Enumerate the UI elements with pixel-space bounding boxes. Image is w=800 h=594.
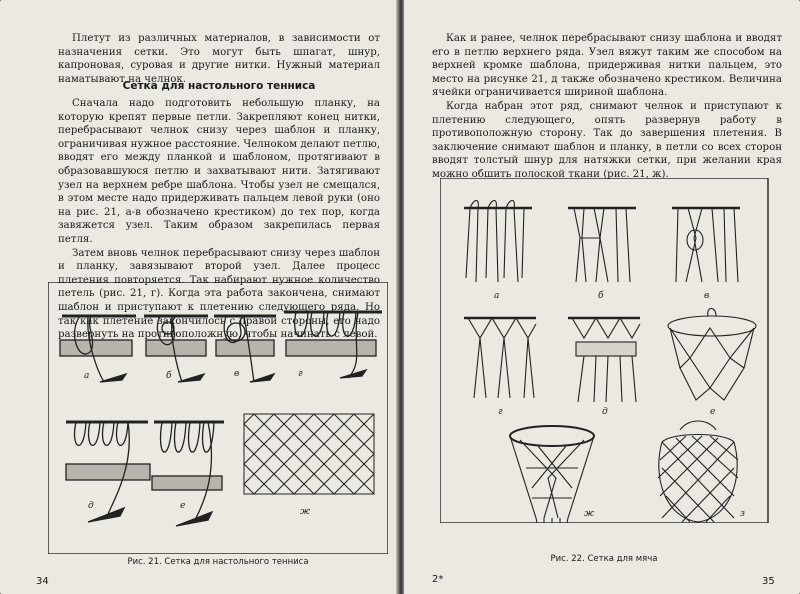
fig22-label-a: а (494, 291, 500, 301)
fig21-panel-g-mesh (244, 414, 374, 494)
figure-21-caption: Рис. 21. Сетка для настольного тенниса (127, 557, 309, 567)
fig22-label-b: б (598, 291, 604, 301)
page-number-left: 34 (36, 576, 49, 587)
figure-22 (440, 178, 800, 523)
fig21-panel-f (152, 422, 224, 526)
right-body-text (432, 32, 782, 182)
fig22-label-h: з (740, 509, 745, 519)
intro-paragraph: Плетут из различных материалов, в зависимости от назначения сетки. Это могут быть шпагат, шнур, капроновая, суровая и другие нитки. Нужный материал наматывают на челнок. (58, 33, 380, 85)
fig22-panel-g (510, 426, 594, 523)
figure-22-caption: Рис. 22. Сетка для мяча (550, 554, 658, 564)
fig21-panel-a (60, 316, 136, 382)
fig22-panel-e (568, 318, 640, 402)
fig21-label-d: г (298, 369, 303, 379)
fig22-panel-a (464, 201, 532, 283)
fig22-label-c: в (704, 291, 710, 301)
right-page (404, 0, 800, 594)
fig21-label-g: ж (300, 507, 311, 517)
fig22-panel-f (668, 309, 756, 401)
fig21-label-f: е (180, 501, 186, 511)
fig22-panel-c (672, 208, 740, 282)
left-paragraph-1: Сначала надо подготовить небольшую планку, на которую крепят первые петли. Закрепляют конец нитки, перебрасывают челнок снизу через шаблон и планку, ограничивая нужное расстояние. Челноком делают петлю, вводят его между планкой и шаблоном, протягивают в образовавшуюся петлю и захватывают нити. Затягивают узел на верхнем ребре шаблона. Чтобы узел не смещался, в этом месте надо придерживать пальцем левой руки (оно на рис. 21, а-в обозначено крестиком) до тех пор, когда завяжется узел. Таким образом закрепилась первая петля. (58, 98, 380, 245)
fig22-label-g: ж (584, 509, 595, 519)
left-page (0, 0, 398, 594)
right-paragraph-2: Когда набран этот ряд, снимают челнок и приступают к плетению следующего, опять развернув работу в противоположную сторону. Так до завершения плетения. В заключение снимают шаблон и планку, в петли со всех сторон вводят толстый шнур для натяжки сетки, при желании края можно обшить полоской ткани (рис. 21, ж). (432, 100, 782, 180)
figure-21 (48, 282, 388, 554)
signature-mark: 2* (432, 574, 444, 585)
fig21-panel-c (214, 316, 276, 382)
fig21-label-e: д (88, 501, 94, 511)
fig22-label-f: е (710, 407, 716, 417)
fig21-label-c: в (234, 369, 240, 379)
fig22-panel-h (658, 421, 738, 522)
fig22-panel-b (568, 208, 636, 282)
left-paragraph-2: Затем вновь челнок перебрасывают снизу через шаблон и планку, завязывают второй узел. Далее процесс плетения повторяется. Так набирают нужное количество петель (рис. 21, г). Когда эта работа закончена, снимают шаблон и приступают к плетению следующего ряда. Но так как плетение закончилось с правой стороны, его надо развернуть на противоположную, чтобы начинать с левой. (58, 247, 380, 341)
right-paragraph-1: Как и ранее, челнок перебрасывают снизу шаблона и вводят его в петлю верхнего ряда. Узел вяжут таким же способом на верхней кромке шаблона, придерживая нитки пальцем, это место на рисунке 21, д также обозначено крестиком. Величина ячейки ограничивается шириной шаблона. (432, 33, 782, 99)
fig21-panel-e (66, 422, 150, 522)
fig22-label-e: д (602, 407, 608, 417)
page-number-right: 35 (762, 576, 775, 587)
fig22-panel-d (464, 318, 536, 398)
fig21-label-a: а (84, 371, 90, 381)
fig22-label-d: г (498, 407, 503, 417)
fig21-label-b: б (166, 371, 172, 381)
fig21-panel-b (144, 316, 208, 382)
section-heading: Сетка для настольного тенниса (122, 80, 316, 92)
